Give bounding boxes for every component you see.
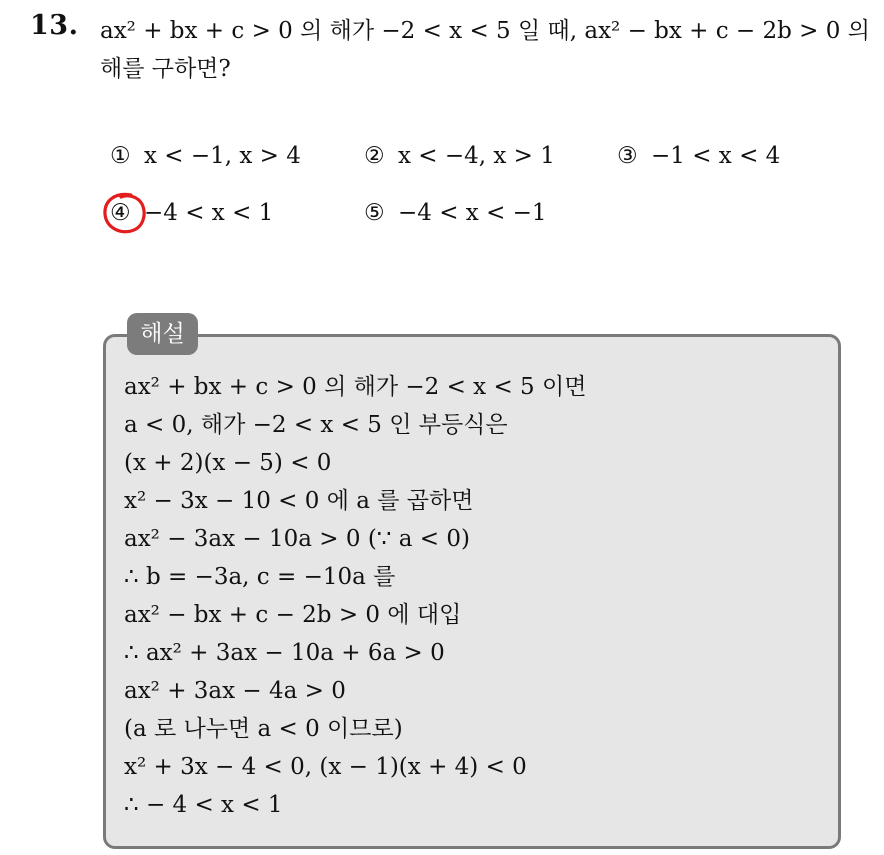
choice-5-mark: ⑤ <box>364 200 385 226</box>
choice-5-text: −4 < x < −1 <box>398 200 547 226</box>
solution-text <box>124 368 586 824</box>
solution-line: ax² − 3ax − 10a > 0 (∵ a < 0) <box>124 526 470 552</box>
solution-line: x² − 3x − 10 < 0 에 a 를 곱하면 <box>124 488 474 514</box>
question-line-2: 해를 구하면? <box>100 56 231 82</box>
solution-line: a < 0, 해가 −2 < x < 5 인 부등식은 <box>124 412 508 438</box>
choice-2-text: x < −4, x > 1 <box>398 143 555 169</box>
solution-title: 해설 <box>127 313 198 355</box>
solution-line: ∴ b = −3a, c = −10a 를 <box>124 564 396 590</box>
choice-2[interactable] <box>364 143 555 169</box>
solution-line: x² + 3x − 4 < 0, (x − 1)(x + 4) < 0 <box>124 754 527 780</box>
choice-1-mark: ① <box>110 143 131 169</box>
choice-4-mark: ④ <box>110 200 131 226</box>
choice-4-text: −4 < x < 1 <box>144 200 274 226</box>
solution-line: ax² + 3ax − 4a > 0 <box>124 678 346 704</box>
solution-line: ax² + bx + c > 0 의 해가 −2 < x < 5 이면 <box>124 374 587 400</box>
choice-4[interactable] <box>110 200 273 226</box>
choice-3[interactable] <box>617 143 780 169</box>
choice-1-text: x < −1, x > 4 <box>144 143 301 169</box>
solution-line: (a 로 나누면 a < 0 이므로) <box>124 716 403 742</box>
solution-line: ax² − bx + c − 2b > 0 에 대입 <box>124 602 462 628</box>
solution-line: (x + 2)(x − 5) < 0 <box>124 450 332 476</box>
solution-line: ∴ ax² + 3ax − 10a + 6a > 0 <box>124 640 445 666</box>
choice-3-text: −1 < x < 4 <box>651 143 781 169</box>
choice-5[interactable] <box>364 200 547 226</box>
choice-3-mark: ③ <box>617 143 638 169</box>
solution-line: ∴ − 4 < x < 1 <box>124 792 283 818</box>
question-number: 13. <box>30 10 79 41</box>
question-line-1: ax² + bx + c > 0 의 해가 −2 < x < 5 일 때, ax² − bx + c − 2b > 0 의 <box>100 18 870 44</box>
question-text <box>100 12 870 88</box>
choice-2-mark: ② <box>364 143 385 169</box>
choice-1[interactable] <box>110 143 301 169</box>
